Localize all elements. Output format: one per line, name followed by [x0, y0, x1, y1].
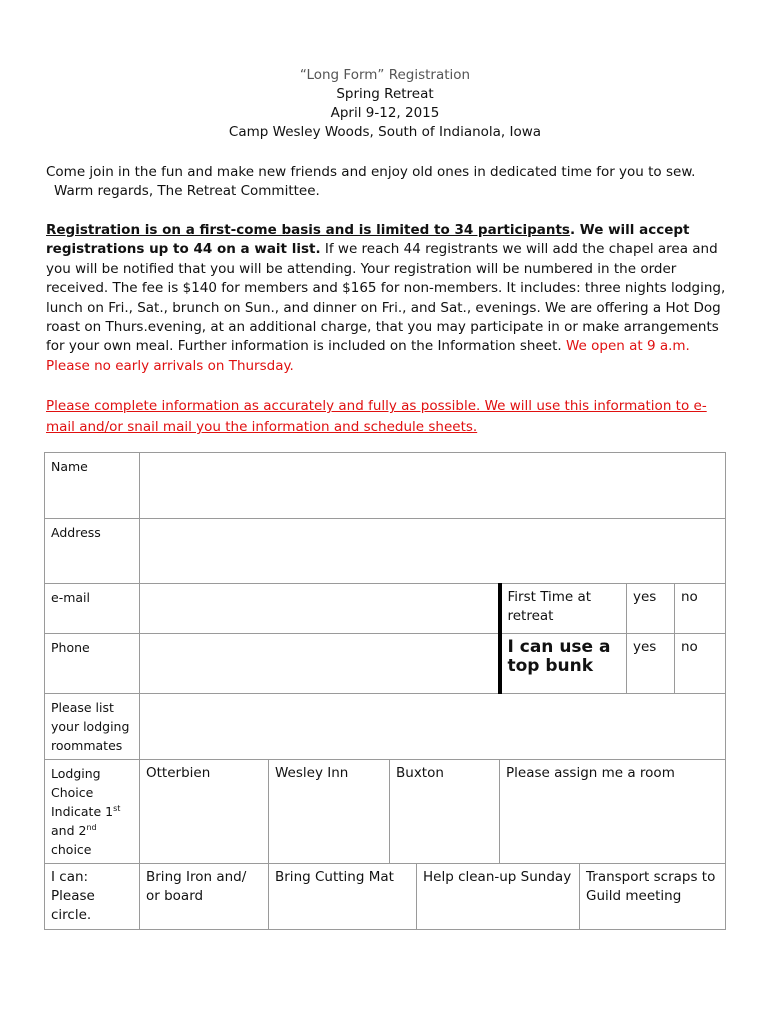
document-header: [0, 66, 770, 142]
lodging-label-indicate: Indicate 1: [51, 804, 114, 819]
first-time-yes[interactable]: yes: [627, 584, 675, 634]
lodging-label-choice: choice: [51, 842, 92, 857]
address-label: Address: [45, 519, 140, 584]
arrival-note: We open at 9 a.m. Please no early arrivals on Thursday.: [46, 338, 690, 374]
ican-option-iron[interactable]: Bring Iron and/ or board: [140, 864, 269, 930]
lodging-option-assign[interactable]: Please assign me a room: [500, 760, 726, 864]
intro-paragraph: [46, 163, 730, 202]
registration-sep: .: [569, 222, 580, 238]
instruction-note: Please complete information as accurately and fully as possible. We will use this information to e-mail and/or snail mail you the information and schedule sheets.: [46, 398, 707, 435]
event-dates: April 9-12, 2015: [330, 105, 440, 121]
top-bunk-label: I can use a top bunk: [500, 634, 627, 694]
intro-line-2: Warm regards, The Retreat Committee.: [54, 183, 320, 200]
lodging-label-sup2: nd: [86, 822, 97, 832]
registration-limit-text: Registration is on a first-come basis and is limited to 34 participants: [46, 222, 570, 238]
email-field[interactable]: [140, 584, 500, 634]
ican-option-cleanup[interactable]: Help clean-up Sunday: [417, 864, 580, 930]
lodging-option-wesley-inn[interactable]: Wesley Inn: [269, 760, 390, 864]
form-title: “Long Form” Registration: [299, 67, 471, 83]
intro-line-1: Come join in the fun and make new friends and enjoy old ones in dedicated time for you to sew.: [46, 164, 696, 180]
name-label: Name: [45, 453, 140, 519]
address-field[interactable]: [140, 519, 726, 584]
lodging-label-line: Lodging Choice: [51, 766, 101, 800]
ican-label: I can: Please circle.: [45, 864, 140, 930]
wait-list-text: We will accept registrations up to 44 on a wait list.: [46, 222, 690, 258]
ican-option-transport[interactable]: Transport scraps to Guild meeting: [580, 864, 726, 930]
top-bunk-yes[interactable]: yes: [627, 634, 675, 694]
name-field[interactable]: [140, 453, 726, 519]
phone-label: Phone: [45, 634, 140, 694]
first-time-no[interactable]: no: [675, 584, 726, 634]
first-time-label: First Time at retreat: [500, 584, 627, 634]
lodging-option-buxton[interactable]: Buxton: [390, 760, 500, 864]
lodging-option-otterbien[interactable]: Otterbien: [140, 760, 269, 864]
roommates-field[interactable]: [140, 694, 726, 760]
registration-body: If we reach 44 registrants we will add the chapel area and you will be notified that you will be attending. Your registration will be numbered in the order received. The fee is $140 for members and $165 for non-members. It includes: three nights lodging, lunch on Fri., Sat., brunch on Sun., and dinner on Fri., and Sat., evenings. We are offering a Hot Dog roast on Thurs.evening, at an additional charge, that you may participate in or make arrangements for your own meal. Further information is included on the Information sheet.: [46, 241, 726, 355]
roommates-label: Please list your lodging roommates: [45, 694, 140, 760]
event-location: Camp Wesley Woods, South of Indianola, Iowa: [228, 124, 542, 140]
email-label: e-mail: [45, 584, 140, 634]
ican-option-cutting-mat[interactable]: Bring Cutting Mat: [269, 864, 417, 930]
lodging-choice-label: [45, 760, 140, 864]
lodging-label-sup1: st: [113, 803, 121, 813]
top-bunk-no[interactable]: no: [675, 634, 726, 694]
lodging-label-and: and 2: [51, 823, 87, 838]
registration-form-table: [44, 452, 726, 930]
phone-field[interactable]: [140, 634, 500, 694]
registration-paragraph: [46, 221, 730, 376]
event-name: Spring Retreat: [336, 86, 434, 102]
